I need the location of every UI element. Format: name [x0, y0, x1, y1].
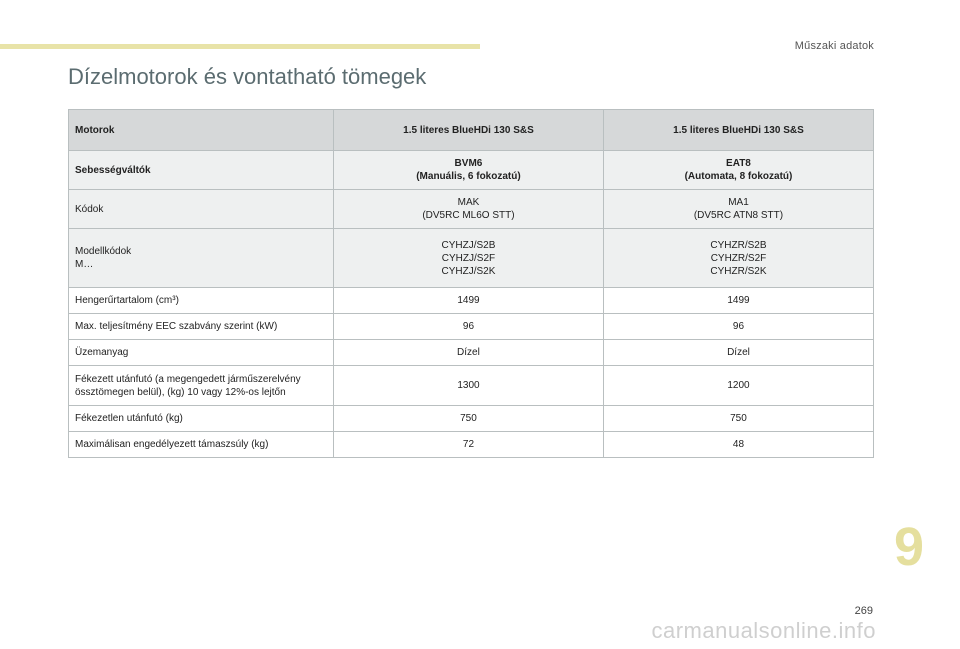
cell-line: CYHZR/S2F [710, 252, 767, 264]
row-value: 96 [603, 314, 873, 340]
cell-line: CYHZJ/S2B [441, 239, 496, 251]
row-value: 1300 [333, 366, 603, 406]
cell-line: EAT8 [726, 158, 751, 169]
row-value: 750 [333, 406, 603, 432]
model-codes-cell-1 [333, 229, 603, 288]
table-row [69, 432, 874, 458]
gearbox-cell-1 [333, 151, 603, 190]
row-label: Hengerűrtartalom (cm³) [69, 288, 334, 314]
cell-line: CYHZR/S2K [710, 265, 767, 277]
table-row-codes [69, 190, 874, 229]
table-row [69, 288, 874, 314]
row-value: 48 [603, 432, 873, 458]
section-label: Műszaki adatok [794, 40, 874, 52]
codes-cell-2 [603, 190, 873, 229]
row-label: Max. teljesítmény EEC szabvány szerint (kW) [69, 314, 334, 340]
gearbox-cell-2 [603, 151, 873, 190]
cell-line: (Automata, 8 fokozatú) [684, 171, 793, 182]
model-codes-cell-2 [603, 229, 873, 288]
table-row [69, 366, 874, 406]
cell-line: MAK [457, 197, 480, 208]
chapter-number: 9 [893, 517, 924, 577]
header-accent-bar [0, 44, 480, 49]
page-title: Dízelmotorok és vontatható tömegek [68, 64, 427, 89]
watermark: carmanualsonline.info [651, 618, 876, 643]
row-value: Dízel [333, 340, 603, 366]
cell-line: M… [75, 259, 94, 270]
row-label: Kódok [69, 190, 334, 229]
row-value: Dízel [603, 340, 873, 366]
row-value: 1499 [603, 288, 873, 314]
row-label: Sebességváltók [69, 151, 334, 190]
row-value: 750 [603, 406, 873, 432]
table-row [69, 314, 874, 340]
cell-line: CYHZR/S2B [710, 239, 767, 251]
header-cell-engine-2: 1.5 literes BlueHDi 130 S&S [603, 110, 873, 151]
row-label: Üzemanyag [69, 340, 334, 366]
table-header-row [69, 110, 874, 151]
row-label: Fékezett utánfutó (a megengedett járműszerelvény össztömegen belül), (kg) 10 vagy 12%-os lejtőn [69, 366, 334, 406]
row-value: 72 [333, 432, 603, 458]
header-cell-engine-1: 1.5 literes BlueHDi 130 S&S [333, 110, 603, 151]
row-value: 1499 [333, 288, 603, 314]
table-row-model-codes [69, 229, 874, 288]
cell-line: CYHZJ/S2K [441, 265, 496, 277]
cell-line: (DV5RC ML6O STT) [422, 210, 515, 221]
cell-line: (Manuális, 6 fokozatú) [416, 171, 521, 182]
cell-line: BVM6 [454, 158, 483, 169]
row-value: 1200 [603, 366, 873, 406]
specs-table [68, 109, 874, 458]
cell-line: CYHZJ/S2F [441, 252, 496, 264]
table-row [69, 340, 874, 366]
row-value: 96 [333, 314, 603, 340]
page-number: 269 [854, 605, 873, 617]
codes-cell-1 [333, 190, 603, 229]
cell-line: MA1 [728, 197, 749, 208]
row-label: Maximálisan engedélyezett támaszsúly (kg) [69, 432, 334, 458]
cell-line: (DV5RC ATN8 STT) [693, 210, 784, 221]
row-label: Fékezetlen utánfutó (kg) [69, 406, 334, 432]
row-label [69, 229, 334, 288]
table-row-gearbox [69, 151, 874, 190]
header-cell-engines: Motorok [69, 110, 334, 151]
table-row [69, 406, 874, 432]
cell-line: Modellkódok [75, 246, 132, 257]
